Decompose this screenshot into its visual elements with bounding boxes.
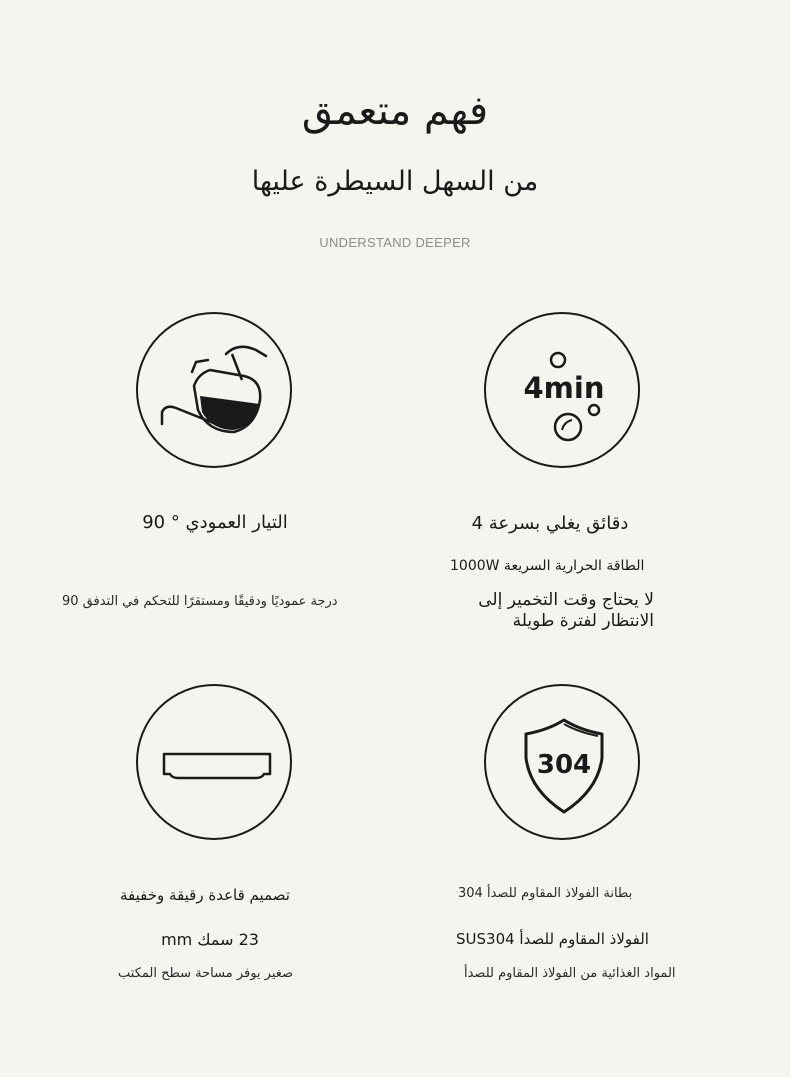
steel-feature-title: بطانة الفولاذ المقاوم للصدأ 304 xyxy=(458,886,633,901)
kettle-pour-icon xyxy=(138,314,294,470)
shield-304-icon-circle xyxy=(484,684,640,840)
english-subtitle: UNDERSTAND DEEPER xyxy=(319,235,471,250)
steel-feature-grade: الفولاذ المقاوم للصدأ SUS304 xyxy=(456,930,649,948)
pour-feature-desc: درجة عموديًا ودقيقًا ومستقرًا للتحكم في التدفق 90 xyxy=(62,594,338,609)
page-title: فهم متعمق xyxy=(301,88,489,134)
pour-feature-title: التيار العمودي ° 90 xyxy=(142,512,288,533)
boil-feature-title: دقائق يغلي بسرعة 4 xyxy=(471,513,629,534)
base-feature-desc: صغير يوفر مساحة سطح المكتب xyxy=(118,966,294,981)
base-feature-thickness: 23 سمك mm xyxy=(161,930,259,949)
kettle-pour-icon-circle xyxy=(136,312,292,468)
base-feature-title: تصميم قاعدة رقيقة وخفيفة xyxy=(120,886,290,904)
thin-base-icon-circle xyxy=(136,684,292,840)
boil-feature-power: الطاقة الحرارية السريعة 1000W xyxy=(450,558,645,574)
4min-label: 4min xyxy=(523,371,605,405)
boil-desc-line-1: لا يحتاج وقت التخمير إلى xyxy=(478,590,654,610)
page-subtitle: من السهل السيطرة عليها xyxy=(251,166,539,197)
4min-bubbles-icon xyxy=(486,314,642,470)
shield-304-icon xyxy=(486,686,642,842)
thin-base-icon xyxy=(138,686,294,842)
steel-feature-desc: المواد الغذائية من الفولاذ المقاوم للصدأ xyxy=(464,966,676,981)
boil-feature-desc xyxy=(446,590,654,632)
boil-desc-line-2: الانتظار لفترة طويلة xyxy=(512,611,654,631)
4min-icon-circle xyxy=(484,312,640,468)
304-label: 304 xyxy=(536,750,592,780)
